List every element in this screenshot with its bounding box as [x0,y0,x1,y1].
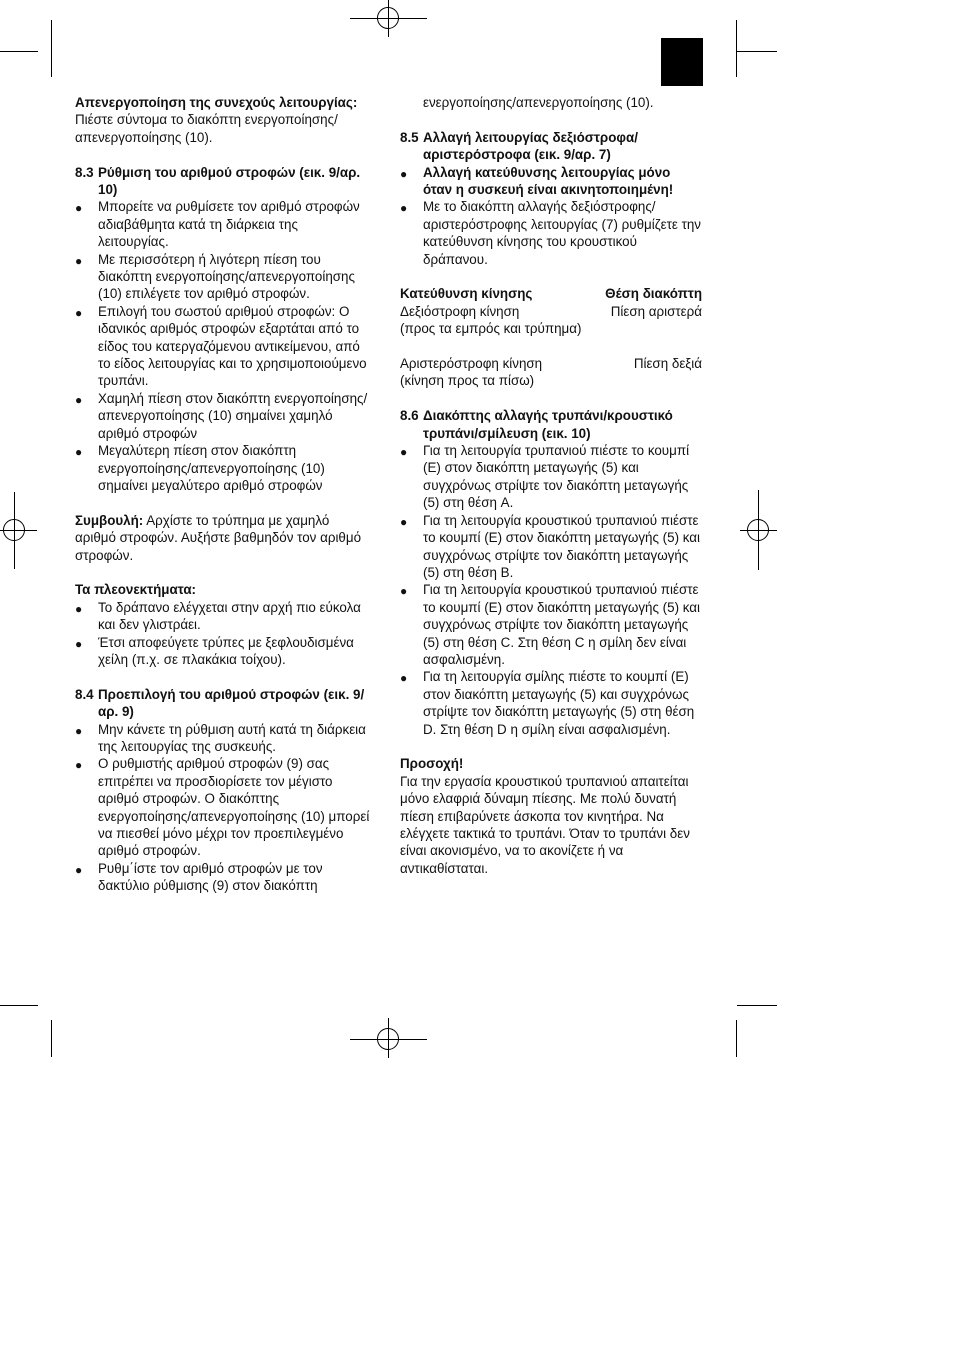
bullet-icon: ● [400,514,408,529]
bullet-icon: ● [75,601,83,616]
list-item: ● Ρυθμ΄ίστε τον αριθμό στροφών με τον δακτύλιο ρύθμισης (9) στον διακόπτη [75,860,323,894]
section-number: 8.5 [400,129,419,145]
table-cell: Πίεση αριστερά [610,303,702,319]
tip-text: Αρχίστε το τρύπημα με χαμηλό αριθμό στροφών. Αυξήστε βαθμηδόν τον αριθμό στροφών. [75,512,362,563]
section-heading-8-6 [400,407,702,442]
crop-mark [736,20,737,77]
bullet-icon: ● [75,201,83,216]
list-item: ● Με το διακόπτη αλλαγής δεξιόστροφης/αριστερόστροφης λειτουργίας (7) ρυθμίζετε την κατεύθυνση κίνησης του κρουστικού δράπανου. [400,199,702,267]
paragraph: Για την εργασία κρουστικού τρυπανιού απαιτείται μόνο ελαφριά δύναμη πίεσης. Με πολύ δυνατή πίεση επιβαρύνετε άσκοπα τον κινητήρα. Να ελέγχετε τακτικά το τρυπάνι. Όταν το τρυπάνι δεν είναι ακονισμένο, να το ακονίζετε ή να αντικαθίσταται. [400,773,690,876]
paragraph: Πιέστε σύντομα το διακόπτη ενεργοποίησης/απενεργοποίησης (10). [75,112,338,145]
bullet-icon: ● [400,671,408,686]
list-item: ● Μην κάνετε τη ρύθμιση αυτή κατά τη διάρκεια της λειτουργίας της συσκευής. [75,721,366,754]
bullet-icon: ● [400,445,408,460]
crop-mark [0,51,38,52]
registration-mark [377,7,399,29]
list-item: ● Έτσι αποφεύγετε τρύπες με ξεφλουδισμένα χείλη (π.χ. σε πλακάκια τοίχου). [75,634,354,667]
crop-mark [51,1020,52,1057]
list-item: ● Με περισσότερη ή λιγότερη πίεση του διακόπτη ενεργοποίησης/απενεργοποίησης (10) επιλέγετε τον αριθμό στροφών. [75,251,355,302]
page-tab-marker [661,38,703,86]
registration-mark [747,519,769,541]
bullet-icon: ● [75,862,83,877]
bullet-icon: ● [75,392,83,407]
section-heading-8-4 [75,686,370,721]
bullet-icon: ● [75,636,83,651]
tip-label: Συμβουλή: [75,512,144,528]
list-item: ● Για τη λειτουργία κρουστικού τρυπανιού πιέστε το κουμπί (E) στον διακόπτη μεταγωγής (5) και συγχρόνως στρίψτε τον διακόπτη μεταγωγής (5) στη θέση C. Στη θέση C η σμίλη δεν είναι ασφαλισμένη. [400,582,700,667]
table-row [400,355,702,372]
bullet-icon: ● [75,723,83,738]
section-number: 8.4 [75,686,94,702]
table-header [400,285,702,302]
list-item: ● Για τη λειτουργία τρυπανιού πιέστε το κουμπί (E) στον διακόπτη μεταγωγής (5) και συγχρόνως στρίψτε τον διακόπτη μεταγωγής (5) στη θέση A. [400,443,690,511]
list-item: ● Χαμηλή πίεση στον διακόπτη ενεργοποίησης/απενεργοποίησης (10) σημαίνει χαμηλό αριθμό στροφών [75,390,368,441]
table-cell: Αριστερόστροφη κίνηση [400,356,543,372]
section-title: Αλλαγή λειτουργίας δεξιόστροφα/αριστερόστροφα (εικ. 9/αρ. 7) [423,129,638,163]
list-item: ● Για τη λειτουργία κρουστικού τρυπανιού πιέστε το κουμπί (E) στον διακόπτη μεταγωγής (5) και συγχρόνως στρίψτε τον διακόπτη μεταγωγής (5) στη θέση B. [400,512,700,580]
list-item: ● Για τη λειτουργία σμίλης πιέστε το κουμπί (E) στον διακόπτη μεταγωγής (5) και συγχρόνως στρίψτε τον διακόπτη μεταγωγής (5) στη θέση D. Στη θέση D η σμίλη είναι ασφαλισμένη. [400,669,695,737]
section-heading: Προσοχή! [400,756,464,772]
list-item: ● Αλλαγή κατεύθυνσης λειτουργίας μόνο όταν η συσκευή είναι ακινητοποιημένη! [400,164,674,198]
bullet-icon: ● [400,584,408,599]
registration-mark [377,1028,399,1050]
crop-mark [51,20,52,77]
paragraph: ενεργοποίησης/απενεργοποίησης (10). [423,95,654,110]
section-heading: Απενεργοποίηση της συνεχούς λειτουργίας: [75,95,358,110]
registration-mark [3,519,25,541]
bullet-icon: ● [75,758,83,773]
table-row [400,303,702,320]
list-item: ● Το δράπανο ελέγχεται στην αρχή πιο εύκολα και δεν γλιστράει. [75,599,361,633]
list-item: ● Μπορείτε να ρυθμίσετε τον αριθμό στροφών αδιαβάθμητα κατά τη διάρκεια της λειτουργίας. [75,199,360,250]
crop-mark [0,1005,38,1006]
bullet-icon: ● [75,305,83,320]
list-item: ● Ο ρυθμιστής αριθμού στροφών (9) σας επιτρέπει να προσδιορίσετε τον μέγιστο αριθμό στροφών. Ο διακόπτης ενεργοποίησης/απενεργοποίησης (10) μπορεί να πιεσθεί μόνο μέχρι τον προεπιλεγμένο αριθμό στροφών. [75,756,370,859]
tip-paragraph [75,512,370,564]
table-cell: Πίεση δεξιά [633,356,702,372]
bullet-icon: ● [75,445,83,460]
crop-mark [736,1020,737,1057]
right-column [400,94,702,877]
section-heading-8-5 [400,129,702,164]
table-header-cell: Θέση διακόπτη [605,286,702,302]
bullet-icon: ● [400,166,408,181]
section-heading: Τα πλεονεκτήματα: [75,582,197,598]
section-title: Ρύθμιση του αριθμού στροφών (εικ. 9/αρ. 10) [98,164,361,198]
list-item: ● Μεγαλύτερη πίεση στον διακόπτη ενεργοποίησης/απενεργοποίησης (10) σημαίνει μεγαλύτερο αριθμό στροφών [75,443,325,493]
crop-mark [737,1005,777,1006]
section-heading-8-3 [75,164,370,199]
section-title: Διακόπτης αλλαγής τρυπάνι/κρουστικό τρυπάνι/σμίλευση (εικ. 10) [423,408,673,441]
section-title: Προεπιλογή του αριθμού στροφών (εικ. 9/αρ. 9) [98,686,365,720]
table-cell: (κίνηση προς τα πίσω) [400,373,535,389]
crop-mark [737,51,777,52]
list-item: ● Επιλογή του σωστού αριθμού στροφών: Ο ιδανικός αριθμός στροφών εξαρτάται από το είδος του κατεργαζόμενου αντικείμενου, από το είδος λειτουργίας και το χρησιμοποιούμενο τρυπάνι. [75,303,367,389]
section-number: 8.6 [400,408,419,424]
table-header-cell: Κατεύθυνση κίνησης [400,286,533,302]
left-column [75,94,370,895]
table-cell: Δεξιόστροφη κίνηση [400,303,520,319]
section-number: 8.3 [75,164,94,180]
bullet-icon: ● [400,201,408,216]
bullet-icon: ● [75,253,83,268]
table-cell: (προς τα εμπρός και τρύπημα) [400,321,582,337]
direction-table [400,285,702,389]
